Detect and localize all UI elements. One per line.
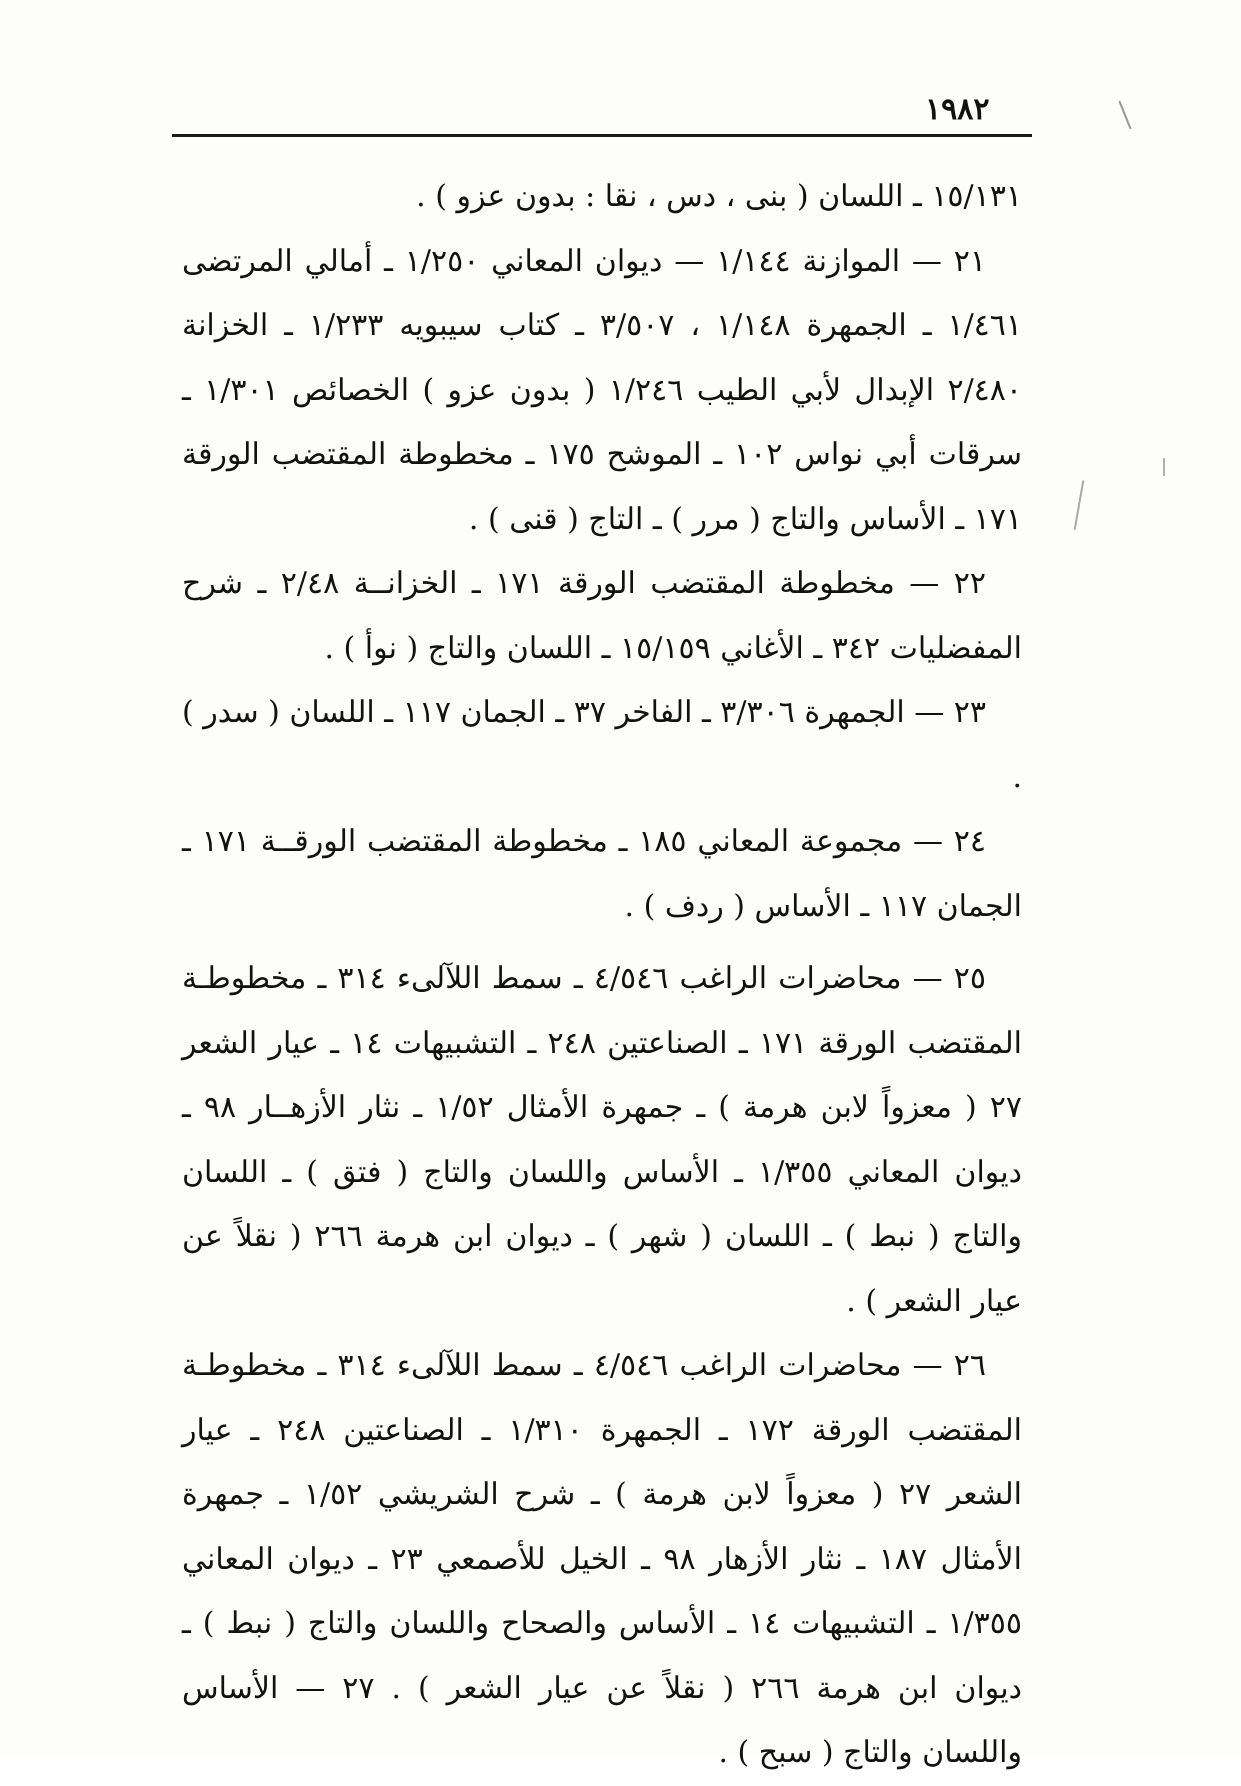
scan-speck — [1074, 480, 1085, 530]
header-rule — [172, 134, 1032, 137]
footnotes-body — [182, 165, 1022, 1786]
page-number: ١٩٨٢ — [925, 92, 990, 127]
note-23: ٢٣ — الجمهرة ٣/٣٠٦ ـ الفاخر ٣٧ ـ الجمان ١١٧ ـ اللسان ( سدر ) . — [182, 695, 1022, 795]
note-24: ٢٤ — مجموعة المعاني ١٨٥ ـ مخطوطة المقتضب الورقــة ١٧١ ـ الجمان ١١٧ ـ الأساس ( ردف ) . — [182, 824, 1022, 924]
note-26-27: ٢٦ — محاضرات الراغب ٤/٥٤٦ ـ سمط اللآلىء ٣١٤ ـ مخطوطـة المقتضب الورقة ١٧٢ ـ الجمهرة ١/٣١٠ ـ الصناعتين ٢٤٨ ـ عيار الشعر ٢٧ ( معزواً لابن هرمة ) ـ شرح الشريشي ١/٥٢ ـ جمهرة الأمثال ١٨٧ ـ نثار الأزهار ٩٨ ـ الخيل للأصمعي ٢٣ ـ ديوان المعاني ١/٣٥٥ ـ التشبيهات ١٤ ـ الأساس والصحاح واللسان والتاج ( نبط ) ـ ديوان ابن هرمة ٢٦٦ ( نقلاً عن عيار الشعر ) . ٢٧ — الأساس واللسان والتاج ( سبح ) . — [182, 1348, 1022, 1770]
note-15-continued: ١٥/١٣١ ـ اللسان ( بنى ، دس ، نقا : بدون عزو ) . — [416, 179, 1022, 214]
note-25: ٢٥ — محاضرات الراغب ٤/٥٤٦ ـ سمط اللآلىء ٣١٤ ـ مخطوطـة المقتضب الورقة ١٧١ ـ الصناعتين ٢٤٨ ـ التشبيهات ١٤ ـ عيار الشعر ٢٧ ( معزواً لابن هرمة ) ـ جمهرة الأمثال ١/٥٢ ـ نثار الأزهــار ٩٨ ـ ديوان المعاني ١/٣٥٥ ـ الأساس واللسان والتاج ( فتق ) ـ اللسان والتاج ( نبط ) ـ اللسان ( شهر ) ـ ديوان ابن هرمة ٢٦٦ ( نقلاً عن عيار الشعر ) . — [182, 961, 1023, 1319]
note-22: ٢٢ — مخطوطة المقتضب الورقة ١٧١ ـ الخزانــة ٢/٤٨ ـ شرح المفضليات ٣٤٢ ـ الأغاني ١٥/١٥٩ ـ اللسان والتاج ( نوأ ) . — [182, 566, 1022, 666]
scan-speck — [1118, 101, 1131, 130]
scan-speck — [1163, 458, 1165, 476]
note-21: ٢١ — الموازنة ١/١٤٤ — ديوان المعاني ١/٢٥٠ ـ أمالي المرتضى ١/٤٦١ ـ الجمهرة ١/١٤٨ ، ٣/٥٠٧ ـ كتاب سيبويه ١/٢٣٣ ـ الخزانة ٢/٤٨٠ الإبدال لأبي الطيب ١/٢٤٦ ( بدون عزو ) الخصائص ١/٣٠١ ـ سرقات أبي نواس ١٠٢ ـ الموشح ١٧٥ ـ مخطوطة المقتضب الورقة ١٧١ ـ الأساس والتاج ( مرر ) ـ التاج ( قنى ) . — [182, 243, 1023, 537]
